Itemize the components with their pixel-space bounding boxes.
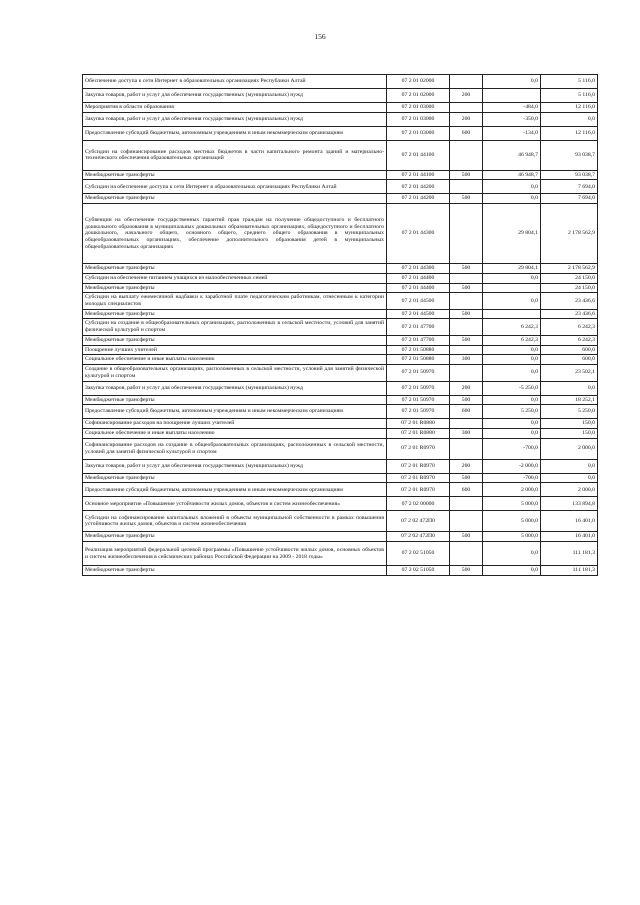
row-description: Межбюджетные трансферты: [83, 395, 387, 405]
row-target-code: 07 2 01 44400: [387, 273, 450, 283]
row-description: Субсидии на создание в общеобразовательных организациях, расположенных в сельской местности, условий для занятий физической культурой и спортом: [83, 319, 387, 335]
row-expense-type: 300: [450, 428, 483, 438]
row-target-code: 07 2 01 02000: [387, 89, 450, 103]
row-amount-change: -134,0: [483, 126, 541, 140]
row-expense-type: 500: [450, 566, 483, 576]
row-description: Межбюджетные трансферты: [83, 264, 387, 274]
row-amount-total: 150,0: [541, 419, 598, 429]
row-target-code: 07 2 01 50970: [387, 395, 450, 405]
row-amount-total: 5 250,0: [541, 405, 598, 419]
table-row: [83, 566, 598, 576]
row-amount-total: 16 401,0: [541, 532, 598, 542]
table-row: [83, 140, 598, 170]
row-amount-total: 0,0: [541, 381, 598, 395]
row-expense-type: [450, 542, 483, 566]
row-description: Закупка товаров, работ и услуг для обеспечения государственных (муниципальных) нужд: [83, 112, 387, 126]
row-amount-total: 93 038,7: [541, 170, 598, 180]
table-row: [83, 335, 598, 345]
row-description: Закупка товаров, работ и услуг для обеспечения государственных (муниципальных) нужд: [83, 381, 387, 395]
row-expense-type: [450, 140, 483, 170]
table-row: [83, 381, 598, 395]
row-expense-type: 600: [450, 405, 483, 419]
row-target-code: 07 2 01 44200: [387, 180, 450, 194]
row-amount-total: 6 242,3: [541, 335, 598, 345]
row-amount-change: -350,0: [483, 112, 541, 126]
row-target-code: 07 2 01 44200: [387, 194, 450, 204]
table-row: [83, 459, 598, 473]
row-amount-total: 0,0: [541, 459, 598, 473]
row-amount-change: 29 804,1: [483, 264, 541, 274]
row-description: Софинансирование расходов на поощрение лучших учителей: [83, 419, 387, 429]
row-amount-change: 0,0: [483, 273, 541, 283]
row-description: Межбюджетные трансферты: [83, 283, 387, 293]
row-description: Межбюджетные трансферты: [83, 566, 387, 576]
row-expense-type: 600: [450, 126, 483, 140]
row-amount-total: 2 178 562,9: [541, 204, 598, 264]
row-expense-type: [450, 497, 483, 511]
row-expense-type: [450, 103, 483, 113]
table-row: [83, 483, 598, 497]
row-description: Субсидии на выплату ежемесячной надбавки к заработной плате педагогическим работникам, отнесенным к категории молодых специалистов: [83, 293, 387, 309]
row-amount-total: 2 000,0: [541, 438, 598, 459]
row-amount-total: 16 401,0: [541, 511, 598, 532]
table-body: [83, 75, 598, 576]
row-amount-total: 12 116,0: [541, 103, 598, 113]
row-amount-total: 24 150,0: [541, 273, 598, 283]
row-amount-change: [483, 89, 541, 103]
row-amount-change: 0,0: [483, 428, 541, 438]
row-expense-type: 300: [450, 355, 483, 365]
row-amount-total: 2 000,0: [541, 483, 598, 497]
row-amount-total: 12 116,0: [541, 126, 598, 140]
row-description: Межбюджетные трансферты: [83, 170, 387, 180]
row-amount-change: 0,0: [483, 345, 541, 355]
row-expense-type: [450, 273, 483, 283]
row-amount-change: 0,0: [483, 419, 541, 429]
page-number: 156: [314, 32, 326, 41]
row-amount-change: 0,0: [483, 293, 541, 309]
table-row: [83, 532, 598, 542]
table-row: [83, 75, 598, 89]
table-row: [83, 180, 598, 194]
row-target-code: 07 2 02 51050: [387, 542, 450, 566]
row-amount-total: 600,0: [541, 355, 598, 365]
table-row: [83, 89, 598, 103]
row-target-code: 07 2 01 44300: [387, 204, 450, 264]
table-row: [83, 264, 598, 274]
row-expense-type: [450, 511, 483, 532]
row-amount-total: 6 242,3: [541, 319, 598, 335]
table-row: [83, 103, 598, 113]
row-amount-change: 0,0: [483, 180, 541, 194]
table-row: [83, 273, 598, 283]
row-description: Основное мероприятие «Повышение устойчивости жилых домов, объектов и систем жизнеобеспечения»: [83, 497, 387, 511]
row-target-code: 07 2 01 44100: [387, 140, 450, 170]
row-target-code: 07 2 01 44500: [387, 309, 450, 319]
row-amount-change: 0,0: [483, 542, 541, 566]
row-target-code: 07 2 01 R0970: [387, 459, 450, 473]
row-amount-total: 111 181,3: [541, 542, 598, 566]
row-amount-change: 0,0: [483, 395, 541, 405]
row-description: Закупка товаров, работ и услуг для обеспечения государственных (муниципальных) нужд: [83, 459, 387, 473]
table-row: [83, 345, 598, 355]
row-expense-type: 200: [450, 89, 483, 103]
row-description: Обеспечение доступа к сети Интернет в образовательных организациях Республики Алтай: [83, 75, 387, 89]
row-amount-change: 46 948,7: [483, 140, 541, 170]
row-target-code: 07 2 01 03000: [387, 126, 450, 140]
row-expense-type: [450, 293, 483, 309]
row-expense-type: 600: [450, 483, 483, 497]
row-description: Предоставление субсидий бюджетным, автономным учреждениям и иным некоммерческим организациям: [83, 126, 387, 140]
row-expense-type: 200: [450, 459, 483, 473]
row-description: Межбюджетные трансферты: [83, 473, 387, 483]
row-expense-type: [450, 75, 483, 89]
row-target-code: 07 2 01 02000: [387, 75, 450, 89]
table-row: [83, 497, 598, 511]
row-amount-change: 5 000,0: [483, 532, 541, 542]
row-target-code: 07 2 02 472П0: [387, 511, 450, 532]
row-description: Субсидии на софинансирование капитальных вложений в объекты муниципальной собственности в рамках повышения устойчивости жилых домов, объектов и систем жизнеобеспечения: [83, 511, 387, 532]
row-expense-type: 500: [450, 532, 483, 542]
table-row: [83, 428, 598, 438]
row-amount-total: 150,0: [541, 428, 598, 438]
row-target-code: 07 2 01 47700: [387, 319, 450, 335]
row-amount-change: 46 948,7: [483, 170, 541, 180]
row-description: Мероприятия в области образования: [83, 103, 387, 113]
table-row: [83, 405, 598, 419]
row-description: Создание в общеобразовательных организациях, расположенных в сельской местности, условий для занятий физической культурой и спортом: [83, 365, 387, 381]
row-expense-type: 500: [450, 395, 483, 405]
table-row: [83, 395, 598, 405]
row-amount-change: [483, 309, 541, 319]
row-amount-change: -484,0: [483, 103, 541, 113]
row-amount-change: -5 250,0: [483, 381, 541, 395]
row-expense-type: 500: [450, 309, 483, 319]
row-expense-type: [450, 438, 483, 459]
row-amount-total: 111 181,3: [541, 566, 598, 576]
row-target-code: 07 2 01 50970: [387, 365, 450, 381]
row-description: Субсидии на обеспечение питанием учащихся из малообеспеченных семей: [83, 273, 387, 283]
table-row: [83, 438, 598, 459]
table-row: [83, 194, 598, 204]
row-amount-total: 0,0: [541, 112, 598, 126]
row-description: Субсидии на обеспечение доступа к сети Интернет в образовательных организациях Республики Алтай: [83, 180, 387, 194]
row-amount-change: 0,0: [483, 194, 541, 204]
row-description: Предоставление субсидий бюджетным, автономным учреждениям и иным некоммерческим организациям: [83, 405, 387, 419]
row-amount-change: 0,0: [483, 75, 541, 89]
row-amount-change: 6 242,3: [483, 319, 541, 335]
row-amount-change: 5 250,0: [483, 405, 541, 419]
row-amount-change: 6 242,3: [483, 335, 541, 345]
row-target-code: 07 2 01 44400: [387, 283, 450, 293]
row-description: Предоставление субсидий бюджетным, автономным учреждениям и иным некоммерческим организациям: [83, 483, 387, 497]
row-amount-total: 2 178 562,9: [541, 264, 598, 274]
row-amount-total: 24 150,0: [541, 283, 598, 293]
row-description: Субсидии на софинансирование расходов местных бюджетов в части капитального ремонта зданий и материально-технического обеспечения образовательных организаций: [83, 140, 387, 170]
row-target-code: 07 2 01 50970: [387, 405, 450, 419]
row-amount-change: 0,0: [483, 355, 541, 365]
row-amount-change: [483, 283, 541, 293]
row-amount-change: -700,0: [483, 438, 541, 459]
row-target-code: 07 2 01 03000: [387, 112, 450, 126]
row-target-code: 07 2 01 50880: [387, 355, 450, 365]
row-target-code: 07 2 02 472П0: [387, 532, 450, 542]
row-amount-total: 23 502,1: [541, 365, 598, 381]
row-amount-change: -700,0: [483, 473, 541, 483]
table-row: [83, 170, 598, 180]
row-target-code: 07 2 01 44300: [387, 264, 450, 274]
table-row: [83, 542, 598, 566]
row-description: Субвенции на обеспечение государственных гарантий прав граждан на получение общедоступного и бесплатного дошкольного образования в муниципальных дошкольных образовательных организациях, общедоступного и бесплатного дошкольного, начального общего, основного общего, среднего общего образования в муниципальных общеобразовательных организациях, обеспечение дополнительного образования детей в муниципальных общеобразовательных организациях: [83, 204, 387, 264]
row-target-code: 07 2 01 R0970: [387, 473, 450, 483]
row-amount-total: 23 436,6: [541, 309, 598, 319]
row-amount-total: 600,0: [541, 345, 598, 355]
row-target-code: 07 2 01 44500: [387, 293, 450, 309]
row-description: Поощрение лучших учителей: [83, 345, 387, 355]
row-expense-type: [450, 319, 483, 335]
row-description: Межбюджетные трансферты: [83, 335, 387, 345]
table-row: [83, 365, 598, 381]
row-target-code: 07 2 01 R0970: [387, 438, 450, 459]
table-row: [83, 309, 598, 319]
table-row: [83, 112, 598, 126]
row-expense-type: 200: [450, 381, 483, 395]
table-row: [83, 283, 598, 293]
row-target-code: 07 2 01 R0880: [387, 428, 450, 438]
row-target-code: 07 2 01 50970: [387, 381, 450, 395]
row-description: Межбюджетные трансферты: [83, 532, 387, 542]
row-target-code: 07 2 01 44100: [387, 170, 450, 180]
row-expense-type: 500: [450, 335, 483, 345]
row-amount-change: 29 804,1: [483, 204, 541, 264]
row-expense-type: 500: [450, 473, 483, 483]
budget-table: [82, 74, 598, 576]
table-row: [83, 473, 598, 483]
table-row: [83, 511, 598, 532]
row-amount-change: 5 000,0: [483, 511, 541, 532]
row-amount-change: 0,0: [483, 365, 541, 381]
row-target-code: 07 2 01 50880: [387, 345, 450, 355]
row-description: Софинансирование расходов на создание в общеобразовательных организациях, расположенных в сельской местности, условий для занятий физической культурой и спортом: [83, 438, 387, 459]
row-amount-total: 5 116,0: [541, 75, 598, 89]
row-target-code: 07 2 02 51050: [387, 566, 450, 576]
row-expense-type: [450, 345, 483, 355]
row-description: Реализация мероприятий федеральной целевой программы «Повышение устойчивости жилых домов, основных объектов и систем жизнеобеспечения в сейсмических районах Российской Федерации на 2009 - 2018 годы»: [83, 542, 387, 566]
row-amount-change: 0,0: [483, 566, 541, 576]
table-row: [83, 204, 598, 264]
row-target-code: 07 2 01 R0970: [387, 483, 450, 497]
table-row: [83, 293, 598, 309]
row-amount-total: 7 694,0: [541, 180, 598, 194]
row-expense-type: 200: [450, 112, 483, 126]
row-expense-type: [450, 419, 483, 429]
row-expense-type: 500: [450, 194, 483, 204]
row-expense-type: [450, 204, 483, 264]
row-amount-change: 2 000,0: [483, 483, 541, 497]
table-row: [83, 126, 598, 140]
row-amount-change: 5 000,0: [483, 497, 541, 511]
row-expense-type: 500: [450, 283, 483, 293]
table-row: [83, 319, 598, 335]
row-amount-total: 18 252,1: [541, 395, 598, 405]
row-expense-type: [450, 180, 483, 194]
row-amount-total: 23 436,6: [541, 293, 598, 309]
row-target-code: 07 2 01 03000: [387, 103, 450, 113]
row-target-code: 07 2 02 00000: [387, 497, 450, 511]
row-amount-total: 0,0: [541, 473, 598, 483]
row-description: Межбюджетные трансферты: [83, 194, 387, 204]
row-expense-type: 500: [450, 264, 483, 274]
row-description: Социальное обеспечение и иные выплаты населению: [83, 428, 387, 438]
row-amount-total: 7 694,0: [541, 194, 598, 204]
row-expense-type: [450, 365, 483, 381]
row-description: Социальное обеспечение и иные выплаты населению: [83, 355, 387, 365]
row-amount-total: 5 116,0: [541, 89, 598, 103]
row-amount-total: 93 038,7: [541, 140, 598, 170]
row-target-code: 07 2 01 R0880: [387, 419, 450, 429]
row-description: Закупка товаров, работ и услуг для обеспечения государственных (муниципальных) нужд: [83, 89, 387, 103]
table-row: [83, 419, 598, 429]
row-amount-change: -2 000,0: [483, 459, 541, 473]
row-target-code: 07 2 01 47700: [387, 335, 450, 345]
row-description: Межбюджетные трансферты: [83, 309, 387, 319]
table-row: [83, 355, 598, 365]
row-expense-type: 500: [450, 170, 483, 180]
row-amount-total: 133 894,8: [541, 497, 598, 511]
